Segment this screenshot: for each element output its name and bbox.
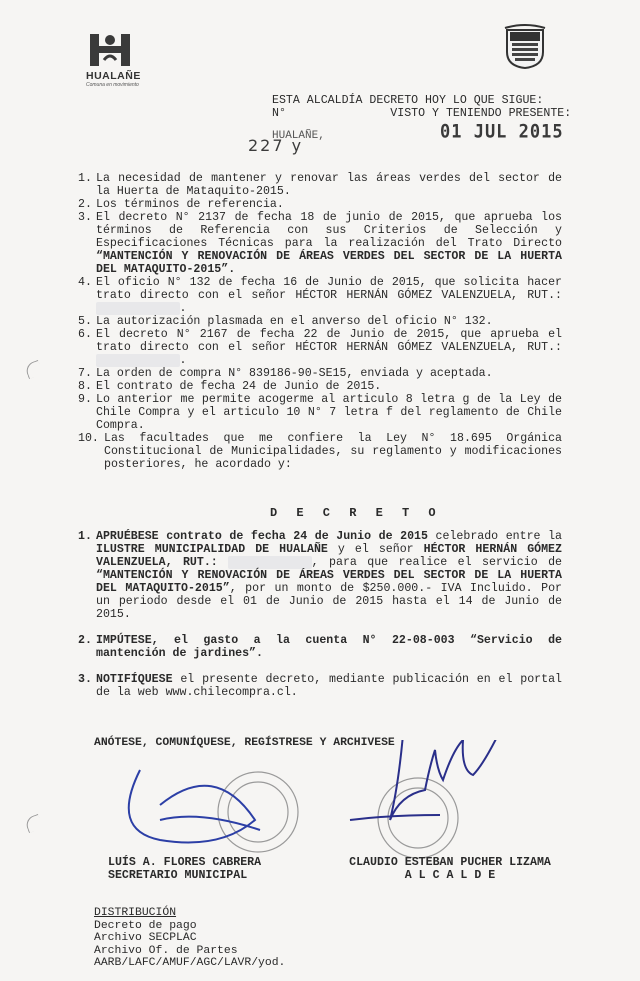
- secretary-title: SECRETARIO MUNICIPAL: [108, 869, 248, 882]
- list-item: 1. La necesidad de mantener y renovar las áreas verdes del sector de la Huerta de Mataquito-2015.: [78, 172, 562, 198]
- list-item: 4. El oficio N° 132 de fecha 16 de Junio de 2015, que solicita hacer trato directo con el señor HÉCTOR HERNÁN GÓMEZ VALENZUELA, RUT.: .: [78, 276, 562, 315]
- closing-formula: ANÓTESE, COMUNÍQUESE, REGÍSTRESE Y ARCHIVESE: [94, 737, 395, 749]
- logo-tagline: Comuna en movimiento: [86, 82, 139, 88]
- distribution-title: DISTRIBUCIÓN: [94, 907, 177, 919]
- resolution-item: 2. IMPÚTESE, el gasto a la cuenta N° 22-08-003 “Servicio de mantención de jardines”.: [78, 634, 562, 660]
- list-item: 9. Lo anterior me permite acogerme al articulo 8 letra g de la Ley de Chile Compra y el articulo 10 N° 7 letra f del reglamento de Chile Compra.: [78, 393, 562, 432]
- list-item: 2. Los términos de referencia.: [78, 198, 284, 211]
- date-stamp: 01 JUL 2015: [440, 121, 564, 143]
- hualane-logo-icon: [88, 32, 132, 68]
- distribution-block: [94, 907, 285, 970]
- resolution-item: 3. NOTIFÍQUESE el presente decreto, mediante publicación en el portal de la web www.chilecompra.cl.: [78, 673, 562, 699]
- list-item: AARB/LAFC/AMUF/AGC/LAVR/yod.: [94, 957, 286, 970]
- secretary-name: LUÍS A. FLORES CABRERA: [108, 856, 262, 869]
- mayor-signature-block: [330, 856, 570, 882]
- redacted-rut: [96, 354, 180, 367]
- mayor-name: CLAUDIO ESTEBAN PUCHER LIZAMA: [349, 856, 551, 869]
- list-item: Archivo Of. de Partes: [94, 944, 238, 957]
- decreto-title: D E C R E T O: [270, 506, 442, 520]
- municipal-seal-left-icon: [218, 772, 298, 852]
- decree-number-label: N°: [272, 107, 286, 120]
- redacted-rut: [228, 556, 312, 569]
- list-item: 8. El contrato de fecha 24 de Junio de 2015.: [78, 380, 382, 393]
- resolutions-list: [78, 530, 562, 712]
- list-item: 10. Las facultades que me confiere la Ley N° 18.695 Orgánica Constitucional de Municipalidades, su reglamento y modificaciones posteriores, he acordado y:: [78, 432, 562, 471]
- secretary-signature-block: [108, 856, 261, 882]
- visto-label: VISTO Y TENIENDO PRESENTE:: [390, 107, 572, 120]
- margin-mark: [24, 360, 43, 379]
- mayor-title: A L C A L D E: [404, 869, 496, 882]
- logo-name: HUALAÑE: [86, 70, 141, 82]
- header-line-1: ESTA ALCALDÍA DECRETO HOY LO QUE SIGUE:: [272, 94, 544, 107]
- resolution-item: 1. APRUÉBESE contrato de fecha 24 de Junio de 2015 celebrado entre la ILUSTRE MUNICIPALIDAD DE HUALAÑE y el señor HÉCTOR HERNÁN GÓMEZ VALENZUELA, RUT.: , para que realice el servicio de “MANTENCIÓN Y RENOVACIÓN DE ÁREAS VERDES DEL SECTOR DE LA HUERTA DEL MATAQUITO-2015”, por un monto de $250.000.- IVA Incluido. Por un periodo desde el 01 de Junio de 2015 hasta el 14 de Junio de 2015.: [78, 530, 562, 621]
- place-label: HUALAÑE,: [272, 130, 325, 142]
- list-item: 6. El decreto N° 2167 de fecha 22 de Junio de 2015, que aprueba el trato directo con el señor HÉCTOR HERNÁN GÓMEZ VALENZUELA, RUT.: .: [78, 328, 562, 367]
- decree-number-stamp: 227 y: [248, 136, 304, 155]
- list-item: 5. La autorización plasmada en el anverso del oficio N° 132.: [78, 315, 493, 328]
- signature-mayor-icon: [350, 740, 498, 820]
- redacted-rut: [96, 302, 180, 315]
- list-item: 3. El decreto N° 2137 de fecha 18 de junio de 2015, que aprueba los términos de Referencia con sus Criterios de Selección y Especificaciones Técnicas para la realización del Trato Directo “MANTENCIÓN Y RENOVACIÓN DE ÁREAS VERDES DEL SECTOR DE LA HUERTA DEL MATAQUITO-2015”.: [78, 211, 562, 276]
- considerations-list: [78, 172, 562, 471]
- signature-secretary-icon: [129, 770, 260, 843]
- margin-mark: [24, 814, 43, 833]
- decree-header: [272, 94, 572, 120]
- list-item: 7. La orden de compra N° 839186-90-SE15, enviada y aceptada.: [78, 367, 493, 380]
- list-item: Archivo SECPLAC: [94, 932, 197, 945]
- seals-and-signatures: [100, 740, 540, 860]
- list-item: Decreto de pago: [94, 919, 197, 932]
- header-line-2: [272, 107, 572, 120]
- municipal-crest-icon: [504, 24, 546, 70]
